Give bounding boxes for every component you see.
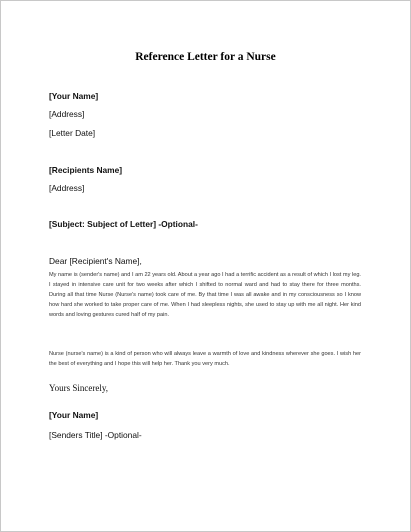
body-paragraph-2: Nurse (nurse's name) is a kind of person who will always leave a warmth of love and kindness wherever she goes. I wish her the best of everything and I hope this will help her. Thank you very much. [49, 351, 361, 367]
document-title: Reference Letter for a Nurse [135, 51, 276, 63]
signature-title: [Senders Title] -Optional- [49, 430, 142, 440]
recipient-name: [Recipients Name] [49, 165, 123, 175]
subject-line: [Subject: Subject of Letter] -Optional- [49, 219, 198, 229]
signature-name: [Your Name] [49, 410, 99, 420]
closing: Yours Sincerely, [49, 383, 109, 393]
recipient-address: [Address] [49, 183, 85, 193]
body-paragraph-1: My name is (sender's name) and I am 22 years old. About a year ago I had a terrific accident as a result of which I lost my leg. I stayed in intensive care unit for two weeks after which I shifted to normal ward and had to stay there for three months. During all that time Nurse (Nurse's name) took care of me. By that time I was all awake and in my consciousness so I know how hard she worked to take proper care of me. When I had sleepless nights, she used to stay up with me all night. Her kind words and loving gestures cured half of my pain. [49, 272, 361, 318]
salutation: Dear [Recipient's Name], [49, 256, 142, 266]
sender-name: [Your Name] [49, 91, 99, 101]
letter-date: [Letter Date] [49, 128, 96, 138]
sender-address: [Address] [49, 109, 85, 119]
